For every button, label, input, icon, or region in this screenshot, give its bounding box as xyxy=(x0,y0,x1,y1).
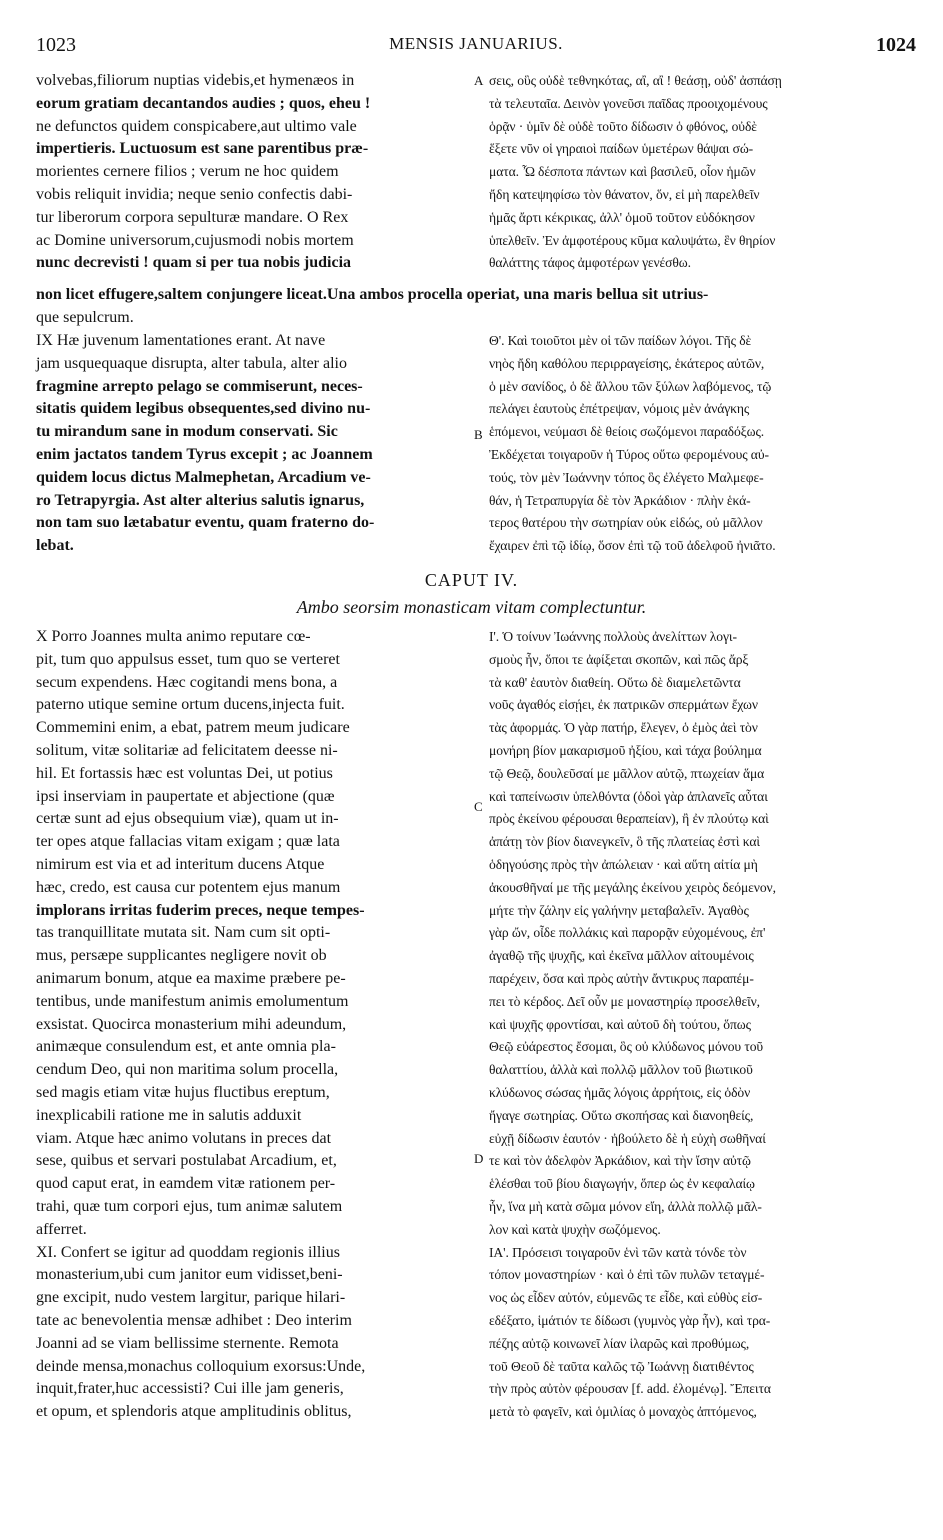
latin-line: solitum, vitæ solitariæ ad felicitatem deesse ni- xyxy=(36,741,338,759)
greek-line: πέζης αὐτῷ κοινωνεῖ λίαν ἱλαρῶς καὶ προθύμως, xyxy=(489,1335,750,1351)
greek-line: ἤγαγε σωτηρίας. Οὕτω σκοπήσας καὶ διανοηθείς, xyxy=(489,1107,754,1123)
greek-line: ἕξετε νῦν οἱ γηραιοὶ παίδων ὑμετέρων θάψαι σώ- xyxy=(489,141,754,157)
running-title: MENSIS JANUARIUS. xyxy=(389,34,563,53)
greek-line: σμοὺς ἦν, ὅποι τε ἀφίξεται σκοπῶν, καὶ πῶς ἄρξ xyxy=(489,651,749,667)
greek-line: νοῦς ἀγαθός εἰσῄει, ἐκ πατρικῶν σπερμάτων ἔχων xyxy=(489,697,758,713)
latin-line: et opum, et splendoris atque amplitudinis oblitus, xyxy=(36,1403,352,1421)
latin-line: que sepulcrum. xyxy=(36,308,134,326)
greek-line: μετὰ τὸ φαγεῖν, καὶ ὁμιλίας ὁ μοναχὸς ἀπτόμενος, xyxy=(489,1404,757,1420)
latin-line: certæ sunt ad ejus obsequium viæ), quam ut in- xyxy=(36,810,339,828)
latin-line: pit, tum quo appulsus esset, tum quo se verteret xyxy=(36,650,340,668)
greek-line: Ἐκδέχεται τοιγαροῦν ἡ Τύρος οὕτω φερομένους αὐ- xyxy=(489,446,769,462)
greek-line: Θ'. Καὶ τοιοῦτοι μὲν οἱ τῶν παίδων λόγοι. Τῆς δὲ xyxy=(489,333,752,348)
greek-line: μονήρη βίον μακαρισμοῦ ἠξίου, καὶ τάχα βούλημα xyxy=(489,742,762,758)
greek-line: νηὸς ἤδη καθόλου περιρραγείσης, ἑκάτερος αὐτῶν, xyxy=(489,355,765,371)
greek-line: τε καὶ τὸν ἀδελφὸν Ἀρκάδιον, καὶ τὴν ἴσην αὐτῷ xyxy=(489,1153,751,1169)
greek-line: ΙΑ'. Πρόσεισι τοιγαροῦν ἑνὶ τῶν κατὰ τόνδε τὸν xyxy=(489,1244,747,1260)
greek-column-block-2 xyxy=(489,330,919,558)
latin-line: quod caput erat, in eamdem vitæ rationem per- xyxy=(36,1175,336,1193)
greek-line: σεις, οὓς οὐδὲ τεθνηκότας, αἲ, αἲ ! θεάσῃ, οὐδ' ἀσπάσῃ xyxy=(489,73,782,88)
latin-line: volvebas,filiorum nuptias videbis,et hymenæos in xyxy=(36,72,355,89)
greek-line: ἡμᾶς ἄρτι κέκρικας, ἀλλ' ὁμοῦ τοῦτον εὐδόκησον xyxy=(489,209,755,225)
greek-line: ἑλέσθαι τοῦ βίου διαγωγήν, ὅπερ ὡς ἐν κεφαλαίῳ xyxy=(489,1176,755,1192)
greek-line: τὰ τελευταῖα. Δεινὸν γονεῦσι παῖδας προοιχομένους xyxy=(489,95,768,111)
latin-line: IX Hæ juvenum lamentationes erant. At nave xyxy=(36,332,326,349)
greek-line: ὁρᾷν · ὑμῖν δὲ οὐδὲ τοῦτο δίδωσιν ὁ φθόνος, οὐδὲ xyxy=(489,118,757,134)
greek-line: ὁ μὲν σανίδος, ὁ δὲ ἄλλου τῶν ξύλων λαβόμενος, τῷ xyxy=(489,378,772,394)
latin-line: tu mirandum sane in modum conservati. Sic xyxy=(36,423,338,441)
latin-line: gne excipit, nudo vestem largitur, parique hilari- xyxy=(36,1289,346,1307)
latin-line: inquit,frater,huc accessisti? Cui ille jam generis, xyxy=(36,1380,344,1398)
greek-line: εδέξατο, ἱμάτιόν τε δίδωσι (γυμνὸς γὰρ ἦν), καὶ τρα- xyxy=(489,1312,771,1328)
latin-line: eorum gratiam decantandos audies ; quos, eheu ! xyxy=(36,94,371,112)
latin-line: jam usquequaque disrupta, alter tabula, alter alio xyxy=(36,354,347,372)
margin-marker-c: C xyxy=(474,799,483,814)
greek-line: ἦν, ἵνα μὴ κατὰ σῶμα μόνον εἴη, ἀλλὰ πολλῷ μᾶλ- xyxy=(489,1198,762,1214)
latin-column-block-1 xyxy=(36,70,472,275)
chapter-subtitle: Ambo seorsim monasticam vitam complectuntur. xyxy=(296,597,647,617)
greek-line: τὰς ἀφορμάς. Ὁ γὰρ πατήρ, ἔλεγεν, ὁ ἐμὸς ἀεὶ τὸν xyxy=(489,720,758,736)
greek-line: ἀπάτῃ τὸν βίον διανεγκεῖν, ὃ τῆς πλατείας ἐστὶ καὶ xyxy=(489,834,760,850)
latin-line: ter opes atque fallacias vitam exigam ; quæ lata xyxy=(36,833,340,851)
latin-line: paterno utique semine ortum ducens,injecta fuit. xyxy=(36,696,345,714)
latin-line: tate ac benevolentia mensæ adhibet : Deo interim xyxy=(36,1311,352,1329)
greek-line: ὁδηγούσης πρὸς τὴν ἀπώλειαν · καὶ αὕτη αἰτία μὴ xyxy=(489,856,758,872)
page-header xyxy=(36,34,916,56)
latin-line: enim jactatos tandem Tyrus excepit ; ac Joannem xyxy=(36,445,373,463)
latin-line: trahi, quæ tum corpori ejus, tum animæ salutem xyxy=(36,1197,343,1215)
greek-line: νος ὡς εἶδεν αὐτόν, εὐμενῶς τε εἶδε, καὶ εὐθὺς εἰσ- xyxy=(489,1290,763,1306)
greek-line: λον καὶ κατὰ ψυχὴν σωζόμενος. xyxy=(489,1221,661,1237)
greek-line: ἤδη κατεψηφίσω τὸν θάνατον, ὅν, εἰ μὴ παρελθεῖν xyxy=(489,186,760,202)
greek-line: θάν, ἡ Τετραπυργία δὲ τὸν Ἀρκάδιον · πλὴν ἑκά- xyxy=(489,492,751,508)
latin-line: secum expendens. Hæc cogitandi mens bona, a xyxy=(36,673,338,691)
margin-marker-d: D xyxy=(474,1151,484,1166)
latin-line: nunc decrevisti ! quam si per tua nobis judicia xyxy=(36,254,352,272)
greek-line: ἑπόμενοι, νεύμασι δὲ θείοις σωζόμενοι παραδόξως. xyxy=(489,424,765,440)
full-width-latin xyxy=(36,284,916,330)
greek-column-block-3 xyxy=(489,626,919,1424)
greek-line: τόπον μοναστηρίων · καὶ ὁ ἐπὶ τῶν πυλῶν τεταγμέ- xyxy=(489,1267,765,1283)
greek-line: γὰρ ὤν, οἶδε πολλάκις καὶ παρορᾷν εὐχομένους, ἐπ' xyxy=(489,925,766,941)
latin-line: tur liberorum corpora sepulturæ mandare. O Rex xyxy=(36,208,349,226)
margin-marker-a: A xyxy=(474,73,484,88)
greek-line: ἀκουσθῆναί με τῆς μεγάλης ἐκείνου χειρὸς δεόμενον, xyxy=(489,879,776,895)
latin-line: XI. Confert se igitur ad quoddam regionis illius xyxy=(36,1243,340,1261)
page-number-left: 1023 xyxy=(36,34,76,56)
latin-column-block-3 xyxy=(36,626,472,1424)
latin-line: ro Tetrapyrgia. Ast alter alterius salutis ignarus, xyxy=(36,491,365,509)
greek-line: παρέχειν, ὅσα καὶ πρὸς αὐτὴν ἄντικρυς παραπέμ- xyxy=(489,970,754,986)
greek-line: τερος θατέρου τὴν σωτηρίαν οὐκ εἰδώς, οὐ μᾶλλον xyxy=(489,515,763,531)
latin-line: morientes cernere filios ; verum ne hoc quidem xyxy=(36,163,339,181)
latin-line: ipsi inserviam in paupertate et abjectione (quæ xyxy=(36,787,335,805)
greek-line: εὐχῇ δίδωσιν ἑαυτόν · ἠβούλετο δὲ ἡ εὐχὴ σωθῆναί xyxy=(489,1130,766,1146)
latin-line: Joanni ad se viam bellissime sternente. Remota xyxy=(36,1334,339,1352)
greek-line: ἀγαθῷ τῆς ψυχῆς, καὶ ἐκεῖνα μᾶλλον αἰτουμένοις xyxy=(489,948,754,964)
latin-line: tentibus, unde manifestum animis emolumentum xyxy=(36,992,349,1010)
latin-line: mus, persæpe supplicantes negligere novit ob xyxy=(36,947,327,965)
latin-line: vobis reliquit invidia; neque senio confectis dabi- xyxy=(36,185,353,203)
latin-line: ne defunctos quidem conspicabere,aut ultimo vale xyxy=(36,117,357,135)
latin-line: hæc, credo, est causa cur potentem ejus manum xyxy=(36,878,341,896)
greek-line: τὴν πρὸς αὐτὸν φέρουσαν [f. add. ἐλομένῳ]. Ἔπειτα xyxy=(489,1381,771,1397)
greek-line: τὰ καθ' ἑαυτὸν διαθείη. Οὕτω δὲ διαμελετῶντα xyxy=(489,674,741,690)
latin-line: fragmine arrepto pelago se commiserunt, neces- xyxy=(36,377,363,395)
latin-line: sitatis quidem legibus obsequentes,sed divino nu- xyxy=(36,400,371,418)
latin-line: impertieris. Luctuosum est sane parentibus præ- xyxy=(36,140,369,158)
latin-line: sed magis etiam vitæ hujus fluctibus ereptum, xyxy=(36,1083,330,1101)
latin-line: afferret. xyxy=(36,1220,87,1238)
latin-line: X Porro Joannes multa animo reputare cœ- xyxy=(36,628,311,645)
latin-line: lebat. xyxy=(36,537,74,555)
latin-line: viam. Atque hæc animo volutans in preces dat xyxy=(36,1129,332,1147)
chapter-heading: CAPUT IV. xyxy=(424,570,519,590)
latin-line: nimirum est via et ad interitum ducens Atque xyxy=(36,855,325,873)
greek-line: τῷ Θεῷ, δουλεῦσαί με μᾶλλον αὐτῷ, πτωχείαν ἅμα xyxy=(489,765,765,781)
greek-column-block-1 xyxy=(489,70,919,275)
greek-line: τούς, τὸν μὲν Ἰωάννην τόπος ὃς ἐλέγετο Μαλμεφε- xyxy=(489,469,764,485)
latin-line: non tam suo lætabatur eventu, quam fraterno do- xyxy=(36,514,375,532)
margin-marker-b: B xyxy=(474,427,483,442)
greek-line: καὶ ταπείνωσιν ὑπελθόντα (ὁδοὶ γὰρ ἀπλανεῖς αὗται xyxy=(489,788,768,804)
greek-line: τοῦ Θεοῦ δὲ ταῦτα καλῶς τῷ Ἰωάννῃ διατιθέντος xyxy=(489,1358,754,1374)
greek-line: ὑπελθεῖν. Ἐν ἀμφοτέρους κῦμα καλυψάτω, ἓν θηρίον xyxy=(489,232,776,248)
latin-line: hil. Et fortassis hæc est voluntas Dei, ut potius xyxy=(36,764,333,782)
greek-line: θαλάττης τάφος ἀμφοτέρων γενέσθω. xyxy=(489,255,691,271)
greek-line: πρὸς ἐκείνου φέρουσαι θεραπείαν), ἢ ἐν πλούτῳ καὶ xyxy=(489,811,769,827)
greek-line: ἔχαιρεν ἐπὶ τῷ ἰδίῳ, ὅσον ἐπὶ τῷ τοῦ ἀδελφοῦ ἠνιᾶτο. xyxy=(489,538,776,554)
latin-column-block-2 xyxy=(36,330,472,558)
latin-line: animæque consulendum est, et ante omnia pla- xyxy=(36,1038,336,1056)
greek-line: ματα. Ὦ δέσποτα πάντων καὶ βασιλεῦ, οἷον ἡμῶν xyxy=(489,164,756,180)
greek-line: Ι'. Ὁ τοίνυν Ἰωάννης πολλοὺς ἀνελίττων λογι- xyxy=(489,629,737,644)
page-number-right: 1024 xyxy=(876,34,916,56)
latin-line: monasterium,ubi cum janitor eum vidisset,beni- xyxy=(36,1266,343,1284)
latin-line: implorans irritas fuderim preces, neque tempes- xyxy=(36,901,365,919)
greek-line: Θεῷ εὐάρεστος ἔσομαι, ὃς οὐ κλύδωνος μόνου τοῦ xyxy=(489,1039,764,1055)
greek-line: κλύδωνος σώσας ἡμᾶς λόγοις ἀρρήτοις, εἰς ὁδὸν xyxy=(489,1084,751,1100)
latin-line: deinde mensa,monachus colloquium exorsus:Unde, xyxy=(36,1357,366,1375)
greek-line: καὶ ψυχῆς φροντίσαι, καὶ αὐτοῦ δὴ τούτου, ὅπως xyxy=(489,1016,751,1032)
greek-line: πελάγει ἑαυτοὺς ἐπέτρεψαν, νόμοις μὲν ἀνάγκης xyxy=(489,401,750,417)
latin-line: tas tranquillitate mutata sit. Nam cum sit opti- xyxy=(36,924,331,942)
latin-line: animarum bonum, atque ea maxime præbere pe- xyxy=(36,969,346,987)
latin-line: cendum Deo, qui non maritima solum procella, xyxy=(36,1061,339,1079)
latin-line: quidem locus dictus Malmephetan, Arcadium ve- xyxy=(36,468,371,486)
latin-line: non licet effugere,saltem conjungere liceat.Una ambos procella operiat, una maris bellua sit utrius- xyxy=(36,286,709,303)
greek-line: πει τὸ κέρδος. Δεῖ οὖν με μοναστηρίῳ προσελθεῖν, xyxy=(489,993,760,1009)
latin-line: ac Domine universorum,cujusmodi nobis mortem xyxy=(36,231,354,249)
latin-line: Commemini enim, a ebat, patrem meum judicare xyxy=(36,719,350,737)
latin-line: sese, quibus et servari postulabat Arcadium, et, xyxy=(36,1152,337,1170)
latin-line: inexplicabili ratione me in salutis adduxit xyxy=(36,1106,302,1124)
latin-line: exsistat. Quocirca monasterium mihi adeundum, xyxy=(36,1015,347,1033)
greek-line: θαλαττίου, ἀλλὰ καὶ πολλῷ μᾶλλον τοῦ βιωτικοῦ xyxy=(489,1062,753,1078)
greek-line: μήτε τὴν ζάλην εἰς γαλήνην μεταβαλεῖν. Ἀγαθὸς xyxy=(489,902,749,918)
